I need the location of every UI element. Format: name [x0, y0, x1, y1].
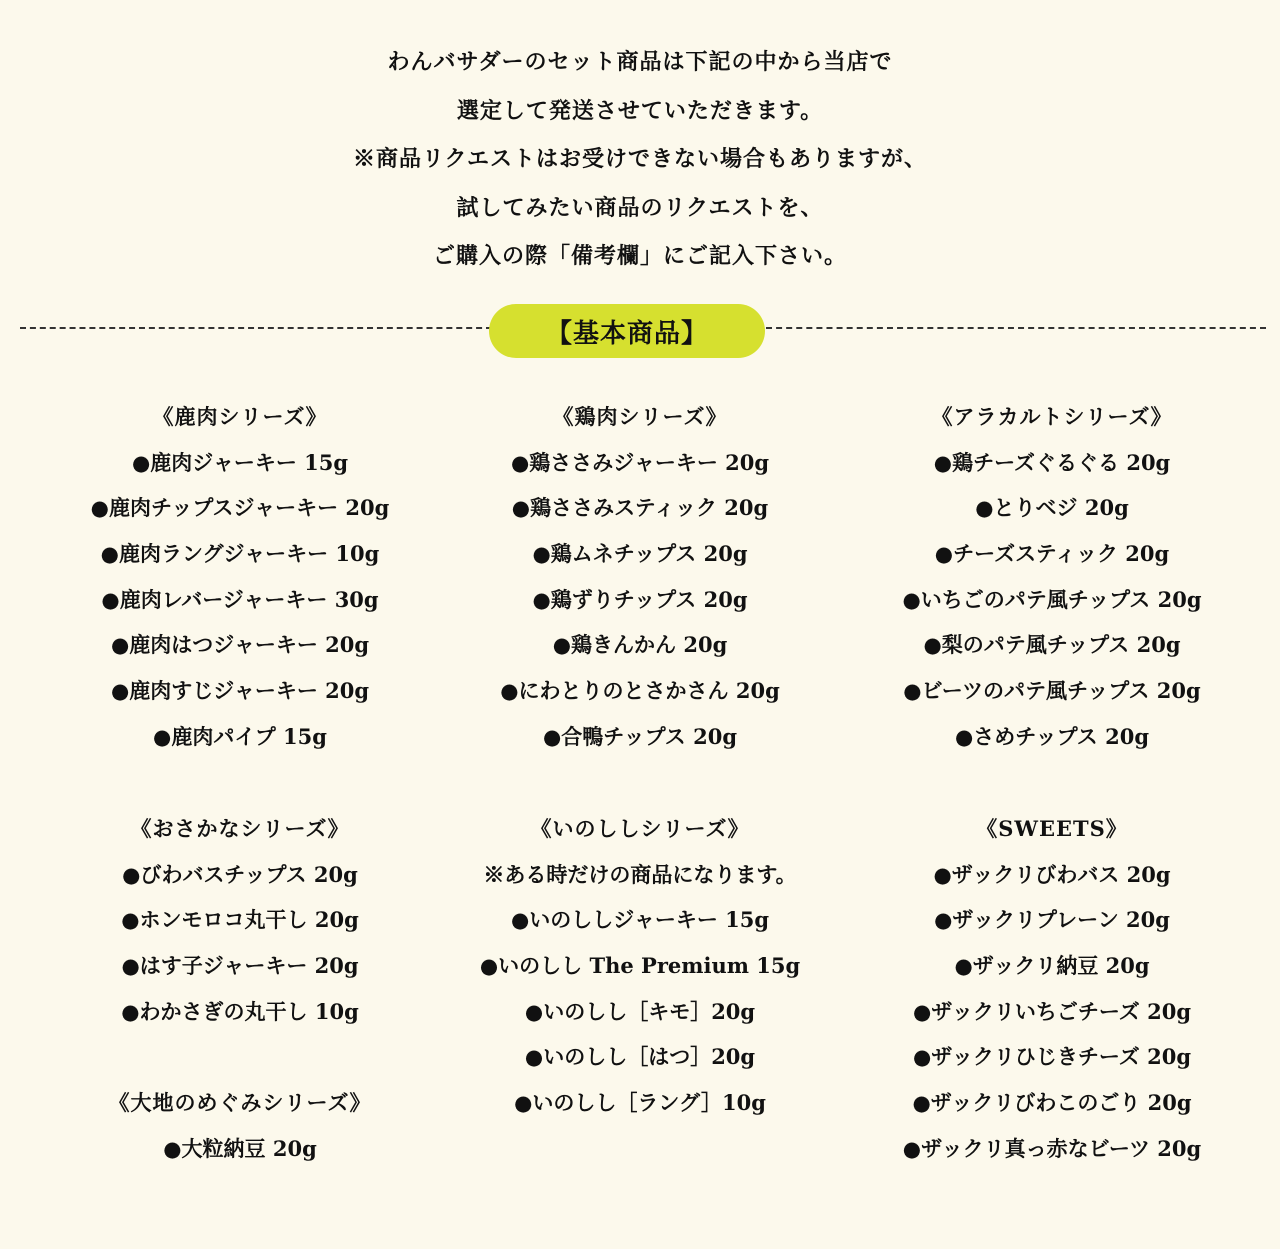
- product-item: ●鹿肉すじジャーキー 20g: [110, 678, 370, 704]
- product-item: ●鹿肉レバージャーキー 30g: [101, 586, 379, 612]
- product-item: ●合鴨チップス 20g: [542, 723, 738, 749]
- product-item: ●とりベジ 20g: [975, 495, 1129, 521]
- series-shika: [20, 394, 460, 760]
- product-item: ●わかさぎの丸干し 10g: [121, 998, 359, 1024]
- product-item: ●ザックリびわこのごり 20g: [912, 1090, 1192, 1116]
- product-item: ●いのしし［はつ］20g: [524, 1044, 756, 1070]
- product-item: ●チーズスティック 20g: [934, 541, 1170, 567]
- intro-line: ※商品リクエストはお受けできない場合もありますが、: [352, 146, 928, 172]
- product-item: ●ザックリいちごチーズ 20g: [912, 998, 1192, 1024]
- product-item: ●ザックリ真っ赤なビーツ 20g: [902, 1135, 1202, 1161]
- intro-text: [0, 38, 1280, 281]
- series-title: 《アラカルトシリーズ》: [931, 404, 1173, 429]
- series-title: 《大地のめぐみシリーズ》: [108, 1090, 372, 1115]
- product-item: ●いのししジャーキー 15g: [510, 907, 770, 933]
- series-tori: [420, 394, 860, 760]
- series-title: 《おさかなシリーズ》: [130, 816, 350, 841]
- product-item: ●ザックリプレーン 20g: [934, 907, 1170, 933]
- section-title-badge: [489, 304, 765, 358]
- product-item: ●ホンモロコ丸干し 20g: [121, 907, 359, 933]
- product-item: ●鶏ムネチップス 20g: [532, 541, 748, 567]
- intro-line: ご購入の際「備考欄」にご記入下さい。: [432, 243, 847, 269]
- product-item: ●鹿肉ラングジャーキー 10g: [100, 541, 380, 567]
- product-item: ●びわバスチップス 20g: [122, 861, 358, 887]
- product-item: ●鶏ささみスティック 20g: [511, 495, 769, 521]
- series-alacarte: [832, 394, 1272, 760]
- series-title: 《SWEETS》: [976, 816, 1128, 841]
- product-item: ●ザックリびわバス 20g: [933, 861, 1171, 887]
- product-item: ●さめチップス 20g: [954, 723, 1150, 749]
- product-item: ●鹿肉パイプ 15g: [153, 723, 327, 749]
- product-item: ●いのしし The Premium 15g: [479, 953, 801, 979]
- product-item: ●にわとりのとさかさん 20g: [500, 678, 780, 704]
- product-item: ●はす子ジャーキー 20g: [121, 953, 359, 979]
- product-item: ●鶏ささみジャーキー 20g: [510, 449, 770, 475]
- product-item: ●いのしし［ラング］10g: [514, 1090, 766, 1116]
- product-item: ●大粒納豆 20g: [163, 1135, 317, 1161]
- product-item: ●いのしし［キモ］20g: [524, 998, 756, 1024]
- series-title: 《いのししシリーズ》: [530, 816, 750, 841]
- product-item: ●ザックリひじきチーズ 20g: [912, 1044, 1192, 1070]
- product-item: ●梨のパテ風チップス 20g: [923, 632, 1181, 658]
- dashed-divider-right: [766, 327, 1266, 329]
- series-inoshishi: [420, 806, 860, 1126]
- series-osakana: [20, 806, 460, 1034]
- product-item: ●いちごのパテ風チップス 20g: [902, 586, 1202, 612]
- series-note: ※ある時だけの商品になります。: [483, 861, 797, 887]
- product-item: ●鹿肉チップスジャーキー 20g: [90, 495, 390, 521]
- intro-line: 選定して発送させていただきます。: [456, 97, 824, 124]
- series-title: 《鶏肉シリーズ》: [552, 404, 728, 429]
- series-sweets: [832, 806, 1272, 1172]
- product-item: ●鶏ずりチップス 20g: [532, 586, 748, 612]
- intro-line: わんバサダーのセット商品は下記の中から当店で: [387, 49, 893, 75]
- dashed-divider-left: [20, 327, 492, 329]
- series-title: 《鹿肉シリーズ》: [152, 404, 328, 429]
- product-item: ●鹿肉はつジャーキー 20g: [110, 632, 370, 658]
- product-item: ●ビーツのパテ風チップス 20g: [903, 678, 1201, 704]
- product-item: ●鹿肉ジャーキー 15g: [131, 449, 349, 475]
- intro-line: 試してみたい商品のリクエストを、: [456, 194, 824, 221]
- product-item: ●鶏きんかん 20g: [552, 632, 728, 658]
- section-title: 【基本商品】: [545, 318, 708, 349]
- product-item: ●鶏チーズぐるぐる 20g: [933, 449, 1171, 475]
- product-item: ●ザックリ納豆 20g: [954, 953, 1150, 979]
- series-daichi: [20, 1080, 460, 1171]
